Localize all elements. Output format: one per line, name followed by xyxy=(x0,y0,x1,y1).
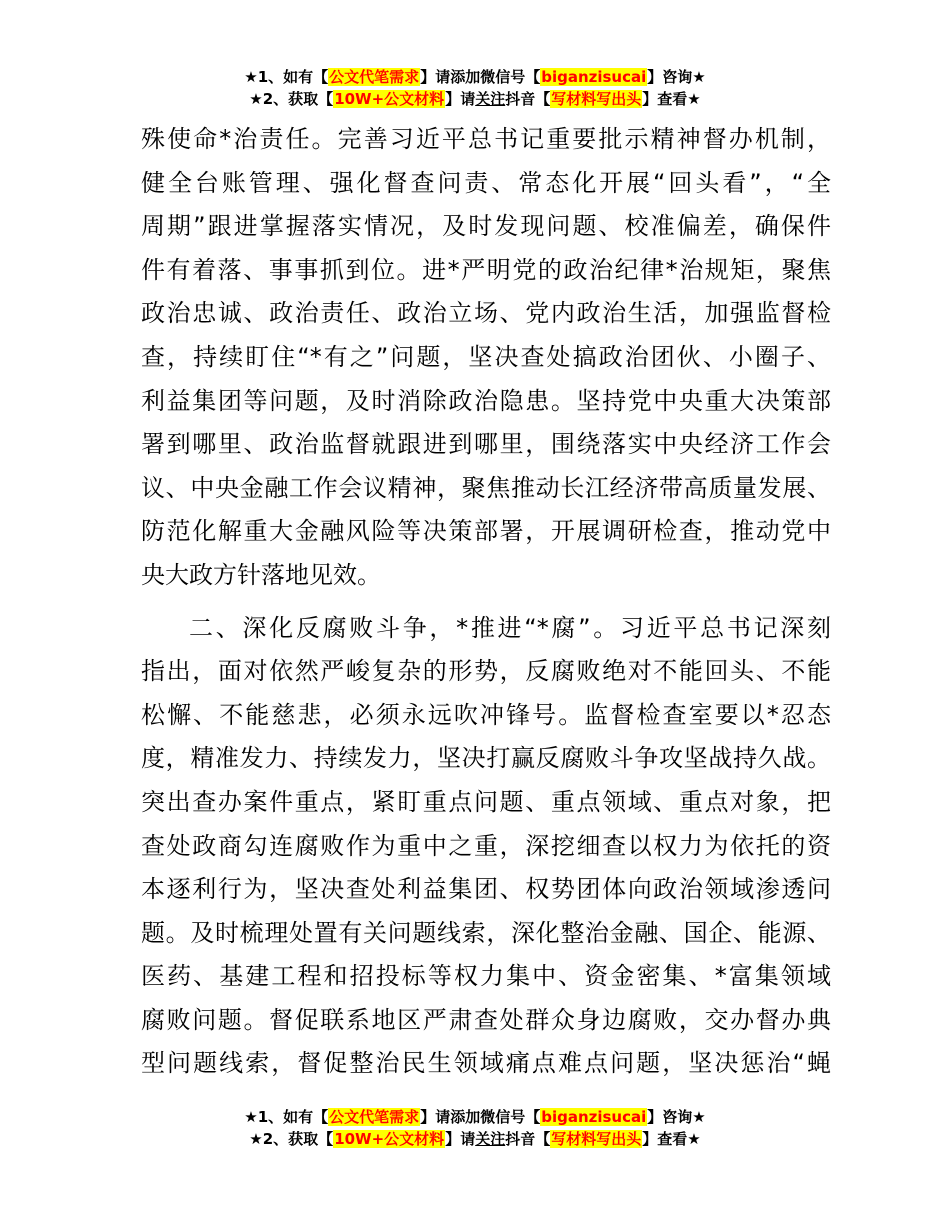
text-line: 腐败问题。督促联系地区严肃查处群众身边腐败，交办督办典 xyxy=(141,1005,831,1034)
banner-line-1 xyxy=(0,1106,950,1128)
text-line: 央大政方针落地见效。 xyxy=(141,560,381,589)
text-line: 查，持续盯住“*有之”问题，坚决查处搞政治团伙、小圈子、 xyxy=(141,342,831,371)
banner-text: 】请 xyxy=(445,1130,476,1148)
underlined-text: 关注 xyxy=(475,90,506,108)
banner-text: 抖音【 xyxy=(505,1130,551,1148)
text-line: 二、深化反腐败斗争，*推进“*腐”。习近平总书记深刻 xyxy=(189,613,831,642)
text-line: 本逐利行为，坚决查处利益集团、权势团体向政治领域渗透问 xyxy=(141,875,831,904)
text-line: 突出查办案件重点，紧盯重点问题、重点领域、重点对象，把 xyxy=(141,787,831,816)
banner-text: ★1、如有【 xyxy=(244,68,329,86)
text-line: 殊使命*治责任。完善习近平总书记重要批示精神督办机制， xyxy=(141,125,831,153)
banner-text: ★2、获取【 xyxy=(249,1130,334,1148)
highlight-text: 写材料写出头 xyxy=(551,90,642,108)
banner-text: 】查看★ xyxy=(642,90,701,108)
text-line: 署到哪里、政治监督就跟进到哪里，围绕落实中央经济工作会 xyxy=(141,430,831,459)
text-line: 松懈、不能慈悲，必须永远吹冲锋号。监督检查室要以*忍态 xyxy=(141,700,831,729)
banner-text: ★2、获取【 xyxy=(249,90,334,108)
highlight-text: 写材料写出头 xyxy=(551,1130,642,1148)
banner-text: 】请 xyxy=(445,90,476,108)
text-line: 利益集团等问题，及时消除政治隐患。坚持党中央重大决策部 xyxy=(141,386,831,415)
highlight-text: 10W+公文材料 xyxy=(334,1130,445,1148)
text-line: 议、中央金融工作会议精神，聚焦推动长江经济带高质量发展、 xyxy=(141,473,831,502)
text-line: 周期”跟进掌握落实情况，及时发现问题、校准偏差，确保件 xyxy=(141,212,831,241)
underlined-text: 关注 xyxy=(475,1130,506,1148)
highlight-text: 公文代笔需求 xyxy=(329,1108,420,1126)
text-line: 政治忠诚、政治责任、政治立场、党内政治生活，加强监督检 xyxy=(141,299,831,328)
wechat-id-highlight: biganzisucai xyxy=(541,68,647,86)
paragraph-1 xyxy=(141,118,831,598)
highlight-text: 10W+公文材料 xyxy=(334,90,445,108)
banner-text: 】查看★ xyxy=(642,1130,701,1148)
highlight-text: 公文代笔需求 xyxy=(329,68,420,86)
banner-text: 】请添加微信号【 xyxy=(420,68,541,86)
text-line: 健全台账管理、强化督查问责、常态化开展“回头看”，“全 xyxy=(141,168,831,197)
banner-text: ★1、如有【 xyxy=(244,1108,329,1126)
banner-text: 】请添加微信号【 xyxy=(420,1108,541,1126)
text-line: 指出，面对依然严峻复杂的形势，反腐败绝对不能回头、不能 xyxy=(141,657,831,686)
text-line: 防范化解重大金融风险等决策部署，开展调研检查，推动党中 xyxy=(141,517,831,546)
wechat-id-highlight: biganzisucai xyxy=(541,1108,647,1126)
document-body xyxy=(141,118,831,1086)
header-banner xyxy=(0,66,950,110)
banner-line-2 xyxy=(0,88,950,110)
text-line: 型问题线索，督促整治民生领域痛点难点问题，坚决惩治“蝇 xyxy=(141,1049,831,1078)
banner-text: 】咨询★ xyxy=(647,1108,706,1126)
banner-text: 抖音【 xyxy=(505,90,551,108)
paragraph-2 xyxy=(141,607,831,1087)
text-line: 题。及时梳理处置有关问题线索，深化整治金融、国企、能源、 xyxy=(141,918,831,947)
banner-line-1 xyxy=(0,66,950,88)
footer-banner xyxy=(0,1106,950,1150)
banner-text: 】咨询★ xyxy=(647,68,706,86)
text-line: 度，精准发力、持续发力，坚决打赢反腐败斗争攻坚战持久战。 xyxy=(141,744,831,773)
text-line: 件有着落、事事抓到位。进*严明党的政治纪律*治规矩，聚焦 xyxy=(141,255,831,284)
text-line: 查处政商勾连腐败作为重中之重，深挖细查以权力为依托的资 xyxy=(141,831,831,860)
text-line: 医药、基建工程和招投标等权力集中、资金密集、*富集领域 xyxy=(141,962,831,991)
banner-line-2 xyxy=(0,1128,950,1150)
